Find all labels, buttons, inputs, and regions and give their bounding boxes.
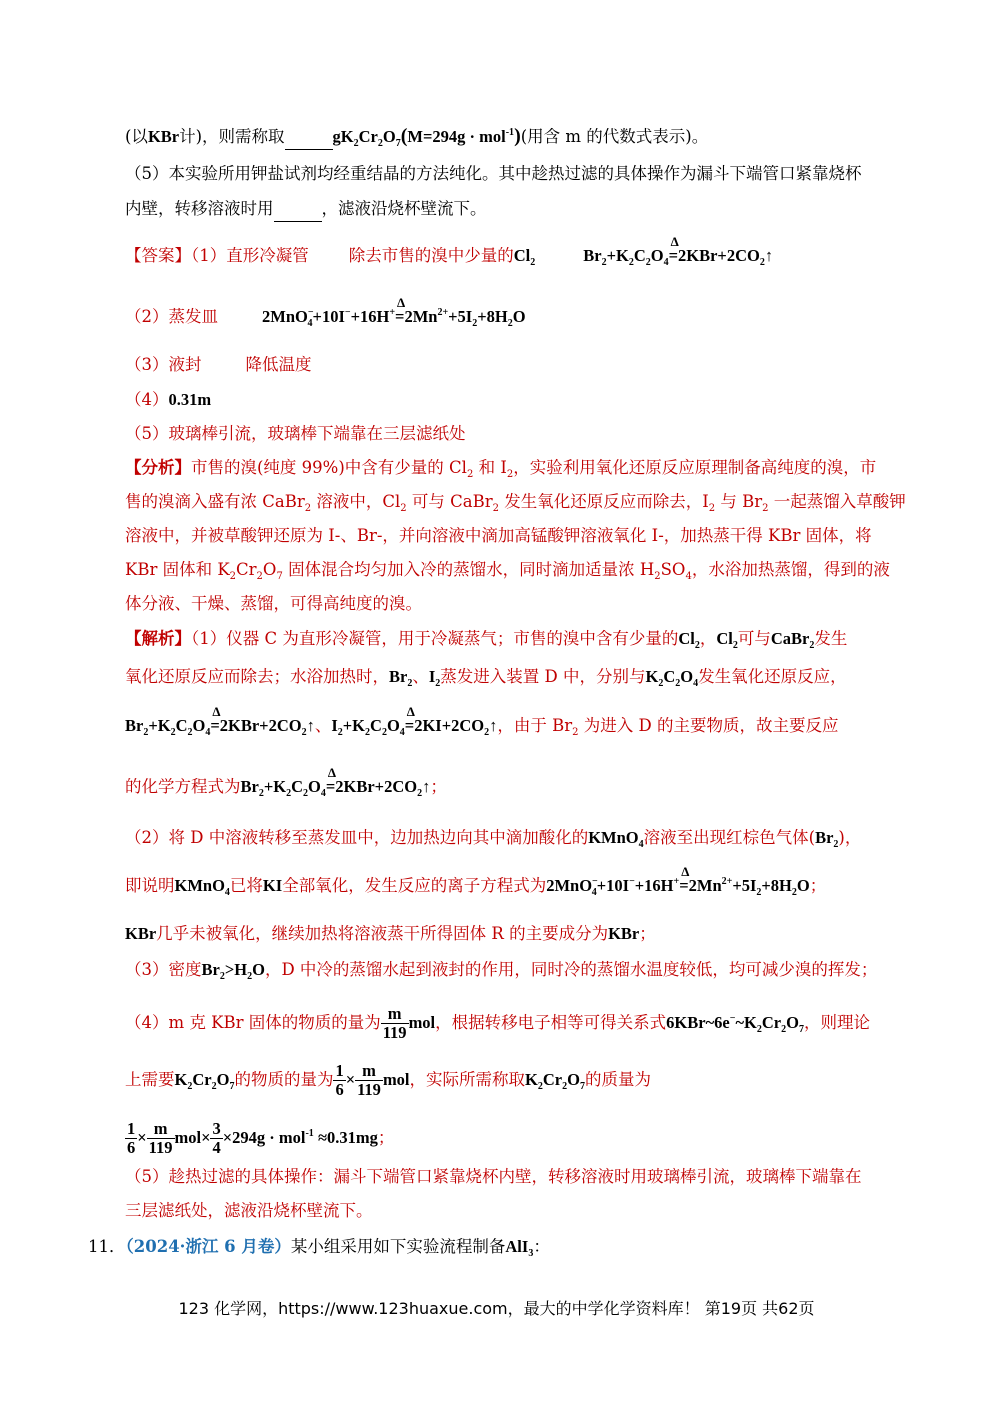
answer-tag: 【答案】 <box>125 246 191 265</box>
analysis-line-1: 【分析】市售的溴(纯度 99%)中含有少量的 $Cl_2$ 和 $I_2$，实验利用氧化还原反应原理制备高纯度的溴，市 <box>125 458 877 480</box>
explain-line-5: （2）将 D 中溶液转移至蒸发皿中，边加热边向其中滴加酸化的KMnO$_4$溶液至出现红棕色气体$(Br_2)$， <box>125 828 862 850</box>
q5-line2: 内壁，转移溶液时用 ，滤液沿烧杯壁流下。 <box>125 197 487 222</box>
paren: ) <box>514 125 521 147</box>
answer-blank <box>285 125 333 150</box>
molar-mass: M=294g · mol$^{-1}$ <box>407 127 515 146</box>
analysis-line-2: 售的溴滴入盛有浓 CaBr$_2$ 溶液中，$Cl_2$ 可与 CaBr$_2$ 发生氧化还原反应而除去，$I_2$ 与 $Br_2$ 一起蒸馏入草酸钾 <box>125 492 906 514</box>
explain-line-11: $\frac{1}{6}$ × $\frac{m}{119}$ mol× $\frac{3}{4}$ ×294g · mol$^{-1}$ ≈0.31mg； <box>127 1119 395 1157</box>
analysis-tag: 【分析】 <box>125 458 191 477</box>
k2cr2o7-formula: $gK_2Cr_2O_7$ <box>332 127 401 149</box>
answer-line-5: （5）玻璃棒引流，玻璃棒下端靠在三层滤纸处 <box>125 424 466 443</box>
explain-line-8: （3）密度$Br_2>H_2O$，D 中冷的蒸馏水起到液封的作用，同时冷的蒸馏水温度较低，均可减少溴的挥发； <box>125 960 878 982</box>
answer-line-2: （2）蒸发皿 2MnO−$_4$+10I−+16H+ Δ $=2Mn^{2+}+5I_2+8H_2O$ <box>125 295 526 329</box>
explain-line-9: （4）m 克 KBr 固体的物质的量为 $\frac{m}{119}$ mol，根据转移电子相等可得关系式$6KBr\sim 6e^-\sim K_2Cr_2O_7$，则理论 <box>125 1004 870 1042</box>
explain-tag: 【解析】 <box>125 629 191 648</box>
paren: ( <box>400 125 408 147</box>
explain-line-1: 【解析】（1）仪器 C 为直形冷凝管，用于冷凝蒸气；市售的溴中含有少量的$Cl_2$，$Cl_2$可与CaBr$_2$发生 <box>125 629 848 651</box>
explain-line-12: （5）趁热过滤的具体操作：漏斗下端管口紧靠烧杯内壁，转移溶液时用玻璃棒引流，玻璃棒下端靠在 <box>125 1167 862 1186</box>
explain-line-6: 即说明KMnO$_4$已将KI全部氧化，发生反应的离子方程式为2MnO−$_4$+10I−+16H+ Δ $=2Mn^{2+}+5I_2+8H_2O$； <box>125 864 827 898</box>
explain-line-3: $Br_2+K_2C_2O_4$ Δ $=2KBr+2CO_2↑$、$I_2+K_2C_2O_4$ Δ $=2KI+2CO_2↑$，由于 $Br_2$ 为进入 D 的主要物质，故主要反应 <box>125 704 839 738</box>
kbr-formula: KBr <box>147 127 180 146</box>
question-number: 11． <box>88 1237 126 1256</box>
explain-line-10: 上需要$K_2Cr_2O_7$的物质的量为 $\frac{1}{6}$ × $\frac{m}{119}$ mol，实际所需称取$K_2Cr_2O_7$的质量为 <box>125 1061 651 1099</box>
explain-line-7: KBr几乎未被氧化，继续加热将溶液蒸干所得固体 R 的主要成分为KBr； <box>125 924 656 943</box>
answer-line-3: （3）液封 降低温度 <box>125 355 312 374</box>
question-11-line: 11．（2024·浙江 6 月卷）某小组采用如下实验流程制备AlI$_3$： <box>88 1237 550 1259</box>
text: (以 <box>125 127 148 146</box>
text: (用含 m 的代数式表示)。 <box>520 127 709 146</box>
equation-permanganate: 2MnO−$_4$+10I−+16H+ Δ $=2Mn^{2+}+5I_2+8H_2O$ <box>262 295 526 329</box>
page-footer: 123 化学网，https://www.123huaxue.com，最大的中学化学资料库！ 第19页 共62页 <box>178 1299 815 1318</box>
explain-line-2: 氧化还原反应而除去；水浴加热时，$Br_2$、$I_2$蒸发进入装置 D 中，分别与$K_2C_2O_4$发生氧化还原反应， <box>125 667 847 689</box>
q5-line1: （5）本实验所用钾盐试剂均经重结晶的方法纯化。其中趁热过滤的具体操作为漏斗下端管口紧靠烧杯 <box>125 164 862 183</box>
explain-line-13: 三层滤纸处，滤液沿烧杯壁流下。 <box>125 1201 373 1220</box>
analysis-line-5: 体分液、干燥、蒸馏，可得高纯度的溴。 <box>125 594 422 613</box>
analysis-line-3: 溶液中，并被草酸钾还原为 I-、Br-，并向溶液中滴加高锰酸钾溶液氧化 I-，加热蒸干得 KBr 固体，将 <box>125 526 872 545</box>
explain-line-4: 的化学方程式为$Br_2+K_2C_2O_4$ Δ $=2KBr+2CO_2↑$； <box>125 765 447 799</box>
question-source: （2024·浙江 6 月卷） <box>125 1237 291 1256</box>
answer-line-4: （4）0.31m <box>125 390 212 409</box>
text: 计)，则需称取 <box>179 127 285 146</box>
answer-line-1: 【答案】（1）直形冷凝管 除去市售的溴中少量的$Cl_2$ $Br_2+K_2C_2O_4$ Δ $=2KBr+2CO_2↑$ <box>125 234 774 268</box>
analysis-line-4: KBr 固体和 $K_2Cr_2O_7$ 固体混合均匀加入冷的蒸馏水，同时滴加适量浓 $H_2SO_4$，水浴加热蒸馏，得到的液 <box>125 560 890 582</box>
answer-blank <box>274 197 322 222</box>
q4-tail-line <box>125 124 708 150</box>
equation-br2-k2c2o4: $Br_2+K_2C_2O_4$ Δ $=2KBr+2CO_2↑$ <box>583 234 774 268</box>
